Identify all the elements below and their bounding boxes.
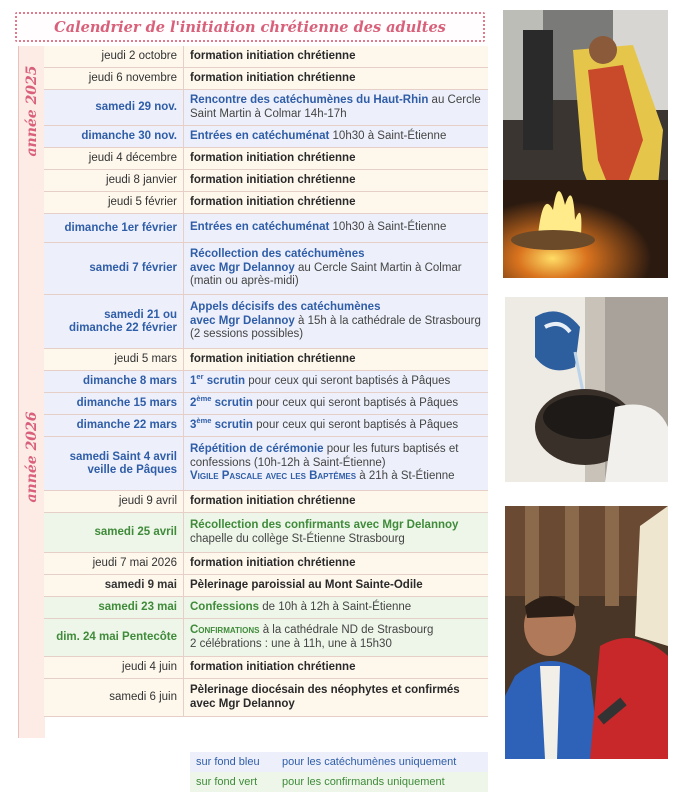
- table-row: [44, 619, 488, 657]
- table-row: [44, 415, 488, 437]
- event-text: formation initiation chrétienne: [190, 173, 356, 186]
- event-text: à la cathédrale ND de Strasbourg: [259, 624, 434, 636]
- event-description: [184, 491, 488, 512]
- event-text: au Cercle Saint Martin à Colmar 14h-17h: [190, 94, 481, 120]
- legend-item: [190, 772, 488, 792]
- year-2025-label: année 2025: [24, 65, 40, 157]
- table-row: [44, 575, 488, 597]
- event-text: ème: [196, 415, 212, 425]
- event-text: de 10h à 12h à Saint-Étienne: [259, 600, 412, 613]
- table-row: [44, 371, 488, 393]
- table-row: [44, 491, 488, 513]
- event-description: [184, 657, 488, 678]
- event-date: dim. 24 mai Pentecôte: [44, 619, 184, 656]
- legend-label: sur fond vert: [196, 776, 258, 788]
- event-text: 10h30 à Saint-Étienne: [329, 129, 447, 142]
- event-text: 3: [190, 418, 197, 431]
- year-2025-column: [18, 46, 45, 176]
- table-row: [44, 148, 488, 170]
- event-text: chapelle du collège St-Étienne Strasbourg: [190, 532, 405, 545]
- table-row: [44, 679, 488, 717]
- event-text: formation initiation chrétienne: [190, 660, 356, 673]
- event-text: ème: [196, 393, 212, 403]
- event-text: er: [196, 371, 204, 381]
- event-description: [184, 295, 488, 348]
- event-date: jeudi 8 janvier: [44, 170, 184, 191]
- event-text: Rencontre des catéchumènes du Haut-Rhin: [190, 94, 429, 106]
- event-description: [184, 575, 488, 596]
- event-description: [184, 437, 488, 490]
- event-text: à 15h à la cathédrale de Strasbourg (2 sessions possibles): [190, 314, 481, 341]
- event-text: formation initiation chrétienne: [190, 151, 356, 164]
- event-date: jeudi 5 février: [44, 192, 184, 213]
- event-description: [184, 46, 488, 67]
- table-row: [44, 393, 488, 415]
- event-date: dimanche 15 mars: [44, 393, 184, 414]
- calendar-table: [44, 46, 488, 717]
- event-date: dimanche 22 mars: [44, 415, 184, 436]
- table-row: [44, 90, 488, 126]
- event-text: pour les futurs baptisés et confessions (10h-12h à Saint-Étienne): [190, 443, 459, 469]
- legend-value: pour les confirmands uniquement: [282, 776, 445, 788]
- calendar-title: Calendrier de l'initiation chrétienne des adultes: [54, 18, 446, 36]
- event-description: [184, 679, 488, 716]
- event-text: Entrées en catéchuménat: [190, 221, 330, 234]
- table-row: [44, 214, 488, 243]
- event-text: Pèlerinage diocésain des néophytes et confirmés avec Mgr Delannoy: [190, 684, 460, 710]
- event-description: [184, 192, 488, 213]
- event-text: formation initiation chrétienne: [190, 494, 356, 507]
- event-description: [184, 243, 488, 294]
- table-row: [44, 597, 488, 619]
- table-row: [44, 349, 488, 371]
- year-2026-label: année 2026: [24, 411, 40, 503]
- color-legend: [190, 752, 488, 792]
- table-row: [44, 513, 488, 553]
- event-description: [184, 597, 488, 618]
- event-text: Confirmations: [190, 624, 260, 636]
- event-date: samedi 9 mai: [44, 575, 184, 596]
- table-row: [44, 553, 488, 575]
- event-description: [184, 513, 488, 552]
- event-description: [184, 126, 488, 147]
- event-date: samedi 23 mai: [44, 597, 184, 618]
- photo-baptism: [505, 297, 668, 482]
- event-date: samedi 6 juin: [44, 679, 184, 716]
- event-text: Appels décisifs des catéchumènes: [190, 301, 381, 314]
- legend-item: [190, 752, 488, 772]
- calendar-title-box: [15, 12, 485, 42]
- event-text: avec Mgr Delannoy: [190, 314, 295, 327]
- event-text: avec Mgr Delannoy: [190, 261, 295, 274]
- event-text: Entrées en catéchuménat: [190, 129, 330, 142]
- event-date: samedi 7 février: [44, 243, 184, 294]
- event-description: [184, 415, 488, 436]
- event-description: [184, 553, 488, 574]
- event-text: 1: [190, 374, 197, 387]
- event-text: formation initiation chrétienne: [190, 556, 356, 569]
- event-date: jeudi 4 décembre: [44, 148, 184, 169]
- photo-easter-fire-image: [503, 10, 668, 278]
- table-row: [44, 243, 488, 295]
- year-2026-column: [18, 176, 45, 738]
- event-date: samedi 29 nov.: [44, 90, 184, 125]
- event-description: [184, 349, 488, 370]
- event-description: [184, 619, 488, 656]
- table-row: [44, 68, 488, 90]
- event-date: samedi Saint 4 avril veille de Pâques: [44, 437, 184, 490]
- table-row: [44, 170, 488, 192]
- event-description: [184, 393, 488, 414]
- event-text: scrutin: [211, 396, 253, 409]
- event-date: jeudi 6 novembre: [44, 68, 184, 89]
- event-date: jeudi 4 juin: [44, 657, 184, 678]
- legend-value: pour les catéchumènes uniquement: [282, 756, 457, 768]
- event-date: jeudi 7 mai 2026: [44, 553, 184, 574]
- event-text: à 21h à St-Étienne: [356, 470, 455, 483]
- event-description: [184, 170, 488, 191]
- table-row: [44, 657, 488, 679]
- event-text: scrutin: [211, 418, 253, 431]
- event-text: Confessions: [190, 600, 260, 613]
- table-row: [44, 437, 488, 491]
- event-date: jeudi 2 octobre: [44, 46, 184, 67]
- event-text: 10h30 à Saint-Étienne: [329, 221, 447, 234]
- event-text: Répétition de cérémonie: [190, 443, 324, 456]
- photo-baptism-image: [505, 297, 668, 482]
- event-description: [184, 148, 488, 169]
- event-text: pour ceux qui seront baptisés à Pâques: [245, 374, 451, 387]
- event-text: pour ceux qui seront baptisés à Pâques: [252, 418, 459, 431]
- photo-confirmation-image: [505, 506, 668, 759]
- event-description: [184, 68, 488, 89]
- event-text: 2: [190, 396, 197, 409]
- event-text: Pèlerinage paroissial au Mont Sainte-Odile: [190, 578, 423, 591]
- event-date: samedi 25 avril: [44, 513, 184, 552]
- event-text: formation initiation chrétienne: [190, 352, 356, 365]
- event-date: jeudi 5 mars: [44, 349, 184, 370]
- event-text: au Cercle Saint Martin à Colmar (matin ou après-midi): [190, 261, 462, 288]
- photo-easter-fire: [503, 10, 668, 278]
- event-date: dimanche 30 nov.: [44, 126, 184, 147]
- event-date: dimanche 1er février: [44, 214, 184, 242]
- event-text: Vigile Pascale avec les Baptêmes: [190, 470, 357, 483]
- event-description: [184, 214, 488, 242]
- event-text: formation initiation chrétienne: [190, 49, 356, 62]
- event-text: Récollection des confirmants avec Mgr Delannoy: [190, 519, 459, 531]
- event-date: dimanche 8 mars: [44, 371, 184, 392]
- table-row: [44, 192, 488, 214]
- table-row: [44, 295, 488, 349]
- event-text: formation initiation chrétienne: [190, 195, 356, 208]
- event-text: pour ceux qui seront baptisés à Pâques: [252, 396, 459, 409]
- event-date: jeudi 9 avril: [44, 491, 184, 512]
- event-text: formation initiation chrétienne: [190, 71, 356, 84]
- table-row: [44, 46, 488, 68]
- event-text: scrutin: [203, 374, 246, 387]
- legend-label: sur fond bleu: [196, 756, 260, 768]
- event-description: [184, 371, 488, 392]
- photo-confirmation: [505, 506, 668, 759]
- event-date: samedi 21 ou dimanche 22 février: [44, 295, 184, 348]
- event-text: 2 célébrations : une à 11h, une à 15h30: [190, 637, 392, 650]
- event-description: [184, 90, 488, 125]
- event-text: Récollection des catéchumènes: [190, 248, 365, 261]
- table-row: [44, 126, 488, 148]
